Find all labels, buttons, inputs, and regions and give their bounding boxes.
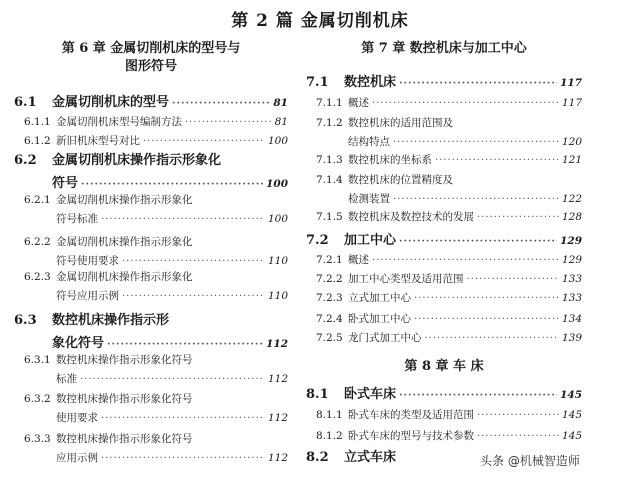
toc-leader-dots [372, 96, 559, 111]
toc-entry-number: 6.3 [14, 313, 37, 328]
chapter-6-heading: 第 6 章 金属切削机床的型号与 [61, 41, 241, 56]
toc-entry-number: 7.2.3 [316, 292, 343, 304]
toc-entry-page: 129 [561, 254, 582, 266]
toc-entry-title: 检测装置 [348, 193, 390, 205]
toc-entry-title: 数控机床的坐标系 [348, 154, 432, 166]
toc-entry-page: 100 [267, 213, 288, 225]
toc-entry-number: 6.1 [14, 95, 37, 110]
toc-leader-dots [477, 408, 559, 423]
toc-entry-title: 卧式加工中心 [348, 313, 411, 325]
toc-entry-number: 7.2.4 [316, 313, 343, 325]
toc-entry-page: 81 [273, 97, 288, 109]
watermark: 头条 @机械智造师 [480, 454, 580, 468]
toc-entry-number: 6.2.2 [24, 236, 51, 248]
toc-entry-number: 6.3.3 [24, 433, 51, 445]
toc-entry-page: 122 [561, 193, 582, 205]
toc-leader-dots [122, 289, 265, 304]
toc-entry-title: 概述 [348, 254, 369, 266]
toc-entry-title: 金属切削机床操作指示形象化 [56, 194, 193, 206]
toc-entry-number: 8.1.1 [316, 409, 343, 421]
toc-entry-page: 112 [267, 412, 288, 424]
toc-entry-page: 100 [267, 135, 288, 147]
toc-entry-page: 112 [267, 373, 288, 385]
chapter-8-heading: 第 8 章 车 床 [404, 359, 484, 374]
toc-leader-dots [80, 372, 265, 387]
toc-entry-page: 121 [561, 154, 582, 166]
toc-entry-page: 81 [274, 116, 288, 128]
toc-entry-title: 龙门式加工中心 [348, 332, 422, 344]
toc-leader-dots [101, 451, 265, 466]
toc-leader-dots [185, 115, 272, 130]
toc-entry-title: 数控机床操作指示形象化符号 [56, 433, 193, 445]
toc-entry-title: 数控机床操作指示形象化符号 [56, 393, 193, 405]
toc-leader-dots [467, 272, 559, 287]
toc-entry-title: 标准 [56, 373, 77, 385]
toc-entry-number: 7.1.5 [316, 211, 343, 223]
toc-entry-number: 7.1.2 [316, 117, 343, 129]
toc-leader-dots [414, 312, 559, 327]
toc-entry-page: 110 [267, 290, 288, 302]
toc-entry-page: 110 [267, 255, 288, 267]
toc-leader-dots [477, 429, 559, 444]
toc-entry-title: 符号标准 [56, 213, 98, 225]
toc-entry-number: 7.2.1 [316, 254, 343, 266]
toc-entry-number: 8.1.2 [316, 430, 343, 442]
toc-entry-title: 卧式车床的类型及适用范围 [348, 409, 474, 421]
toc-entry-title: 应用示例 [56, 452, 98, 464]
toc-entry-title: 符号使用要求 [56, 255, 119, 267]
toc-entry-title: 新旧机床型号对比 [56, 135, 140, 147]
toc-leader-dots [435, 153, 559, 168]
toc-leader-dots [107, 336, 263, 354]
toc-entry-number: 6.3.2 [24, 393, 51, 405]
toc-leader-dots [143, 134, 265, 149]
toc-entry-page: 139 [561, 332, 582, 344]
toc-leader-dots [399, 233, 557, 251]
toc-entry-number: 7.2 [306, 233, 329, 248]
toc-leader-dots [414, 291, 559, 306]
page-title: 第 2 篇 金属切削机床 [231, 11, 409, 31]
toc-entry-title: 符号 [52, 176, 79, 191]
toc-entry-number: 7.2.2 [316, 273, 343, 285]
toc-entry-page: 100 [266, 178, 288, 190]
toc-leader-dots [399, 75, 557, 93]
toc-leader-dots [477, 210, 559, 225]
toc-entry-number: 7.1.3 [316, 154, 343, 166]
toc-entry-title: 象化符号 [52, 336, 105, 351]
toc-entry-title: 加工中心 [344, 233, 397, 248]
toc-entry-number: 6.1.1 [24, 116, 51, 128]
toc-entry-title: 金属切削机床操作指示形象化 [56, 271, 193, 283]
toc-entry-number: 8.1 [306, 387, 329, 402]
toc-entry-title: 金属切削机床操作指示形象化 [52, 153, 222, 168]
toc-leader-dots [101, 212, 265, 227]
toc-entry-number: 8.2 [306, 450, 329, 465]
toc-entry-title: 立式车床 [344, 450, 397, 465]
toc-leader-dots [81, 176, 263, 194]
toc-leader-dots [425, 331, 559, 346]
toc-entry-page: 112 [266, 338, 288, 350]
toc-entry-number: 7.2.5 [316, 332, 343, 344]
toc-entry-title: 符号应用示例 [56, 290, 119, 302]
toc-leader-dots [393, 192, 559, 207]
toc-entry-title: 金属切削机床的型号 [52, 95, 170, 110]
toc-entry-page: 128 [561, 211, 582, 223]
toc-entry-title: 卧式车床的型号与技术参数 [348, 430, 474, 442]
toc-entry-page: 112 [267, 452, 288, 464]
toc-entry-title: 数控机床的位置精度及 [348, 174, 453, 186]
toc-entry-number: 7.1.4 [316, 174, 343, 186]
toc-entry-title: 数控机床的适用范围及 [348, 117, 453, 129]
toc-entry-page: 145 [561, 430, 582, 442]
toc-entry-page: 134 [561, 313, 582, 325]
toc-leader-dots [122, 254, 265, 269]
toc-entry-page: 133 [561, 292, 582, 304]
toc-entry-number: 6.2.1 [24, 194, 51, 206]
toc-entry-page: 117 [560, 77, 582, 89]
toc-entry-title: 数控机床 [344, 75, 397, 90]
toc-entry-title: 立式加工中心 [348, 292, 411, 304]
toc-entry-number: 7.1.1 [316, 97, 343, 109]
toc-entry-page: 120 [561, 136, 582, 148]
toc-entry-title: 数控机床操作指示形 [52, 313, 170, 328]
toc-entry-title: 结构特点 [348, 136, 390, 148]
toc-entry-page: 117 [561, 97, 582, 109]
chapter-7-heading: 第 7 章 数控机床与加工中心 [361, 41, 527, 56]
toc-entry-page: 133 [561, 273, 582, 285]
toc-entry-title: 金属切削机床操作指示形象化 [56, 236, 193, 248]
chapter-6-heading-cont: 图形符号 [124, 59, 177, 74]
toc-entry-title: 使用要求 [56, 412, 98, 424]
toc-leader-dots [101, 411, 265, 426]
toc-entry-title: 金属切削机床型号编制方法 [56, 116, 182, 128]
toc-entry-title: 加工中心类型及适用范围 [348, 273, 464, 285]
toc-leader-dots [172, 95, 270, 113]
toc-entry-number: 6.1.2 [24, 135, 51, 147]
toc-leader-dots [393, 135, 559, 150]
toc-entry-number: 6.2.3 [24, 271, 51, 283]
toc-entry-page: 129 [560, 235, 582, 247]
toc-entry-number: 7.1 [306, 75, 329, 90]
toc-entry-title: 卧式车床 [344, 387, 397, 402]
toc-entry-number: 6.3.1 [24, 354, 51, 366]
toc-entry-title: 数控机床及数控技术的发展 [348, 211, 474, 223]
toc-leader-dots [372, 253, 559, 268]
toc-leader-dots [399, 387, 557, 405]
toc-entry-page: 145 [561, 409, 582, 421]
toc-entry-title: 概述 [348, 97, 369, 109]
toc-entry-title: 数控机床操作指示形象化符号 [56, 354, 193, 366]
toc-entry-page: 145 [560, 389, 582, 401]
toc-entry-number: 6.2 [14, 153, 37, 168]
